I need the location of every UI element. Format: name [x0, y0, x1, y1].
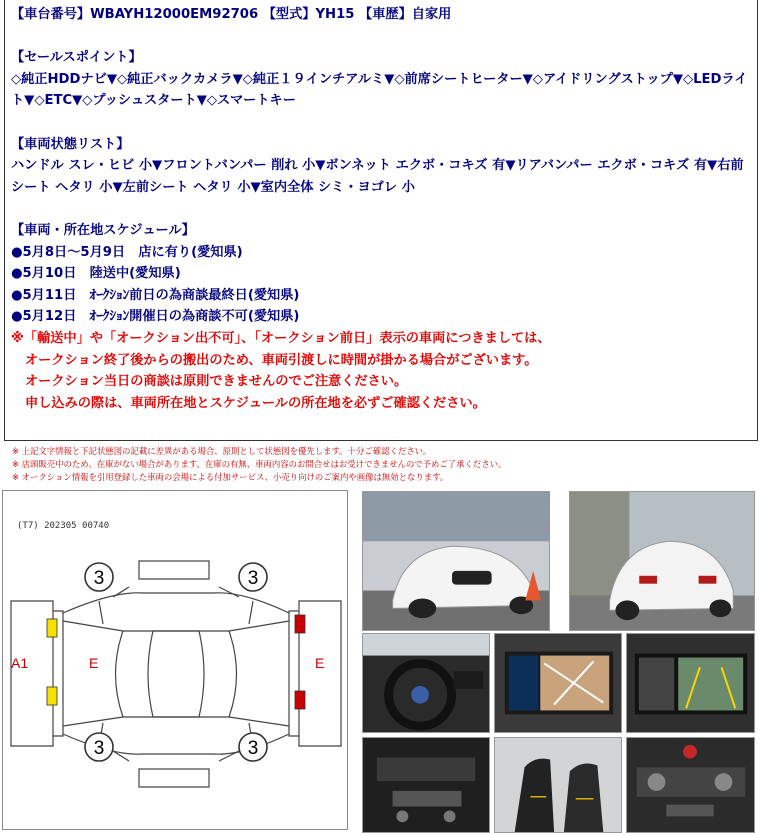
disclaimer-note: ※ オークション情報を引用登録した車両の会場による付加サービス、小売り向けのご案内や画像は無効となります。 [12, 472, 449, 483]
photo-back-camera[interactable] [626, 633, 755, 733]
damage-mark-rear: E [315, 655, 325, 671]
schedule-item: ●5月8日～5月9日 店に有り(愛知県) [11, 244, 243, 260]
sales-points-text: ◇純正HDDナビ▼◇純正バックカメラ▼◇純正１９インチアルミ▼◇前席シートヒーター▼◇アイドリングストップ▼◇LEDライト▼◇ETC▼◇プッシュスタート▼◇スマートキー [11, 71, 748, 109]
vehicle-header: 【車台番号】WBAYH12000EM92706 【型式】YH15 【車歴】自家用 [11, 7, 452, 22]
disclaimer-note: ※ 店頭販売中のため、在庫がない場合があります。在庫の有無、車両内容のお問合せはお受けできませんので予めご了承ください。 [12, 459, 507, 470]
photo-center-console[interactable] [362, 737, 490, 833]
vehicle-info-panel [4, 0, 758, 441]
photo-climate-controls[interactable] [626, 737, 755, 833]
photo-steering[interactable] [362, 633, 490, 733]
condition-text: ハンドル スレ・ヒビ 小▼フロントバンパー 削れ 小▼ボンネット エクボ・コキズ 有▼リアバンパー エクボ・コキズ 有▼右前シート ヘタリ 小▼左前シート ヘタリ 小▼室内全体 シミ・ヨゴレ 小 [11, 158, 744, 195]
schedule-item: ●5月11日 ｵｰｸｼｮﾝ前日の為商談最終日(愛知県) [11, 287, 300, 303]
photo-front-seats[interactable] [494, 737, 622, 833]
front-right-light [47, 687, 57, 705]
photo-navigation[interactable] [494, 633, 622, 733]
photo-front-exterior[interactable] [362, 491, 550, 631]
schedule-item: ●5月10日 陸送中(愛知県) [11, 266, 181, 282]
warning-line: オークション終了後からの搬出のため、車両引渡しに時間が掛かる場合がございます。 [25, 352, 538, 368]
disclaimer-note: ※ 上記文字情報と下記状態図の記載に差異がある場合、原則として状態図を優先します。十分ご確認ください。 [12, 446, 432, 456]
car-outline-diagram [3, 491, 349, 831]
tire-grade: 3 [93, 568, 105, 589]
schedule-heading: 【車両・所在地スケジュール】 [11, 222, 195, 238]
schedule-item: ●5月12日 ｵｰｸｼｮﾝ開催日の為商談不可(愛知県) [11, 309, 300, 325]
condition-diagram [2, 490, 348, 830]
rear-left-light [295, 615, 305, 633]
tire-grade: 3 [247, 568, 259, 589]
tire-grade: 3 [247, 738, 259, 759]
front-left-light [47, 619, 57, 637]
disclaimer-notes [12, 445, 752, 485]
damage-mark-front: E [89, 655, 99, 671]
warning-line: オークション当日の商談は原則できませんのでご注意ください。 [25, 374, 408, 390]
condition-heading: 【車両状態リスト】 [11, 136, 130, 152]
damage-mark-left: A1 [11, 655, 29, 671]
warning-line: 申し込みの際は、車両所在地とスケジュールの所在地を必ずご確認ください。 [25, 395, 486, 411]
tire-grade: 3 [93, 738, 105, 759]
rear-right-light [295, 691, 305, 709]
sales-points-heading: 【セールスポイント】 [11, 50, 142, 66]
warning-line: ※「輸送中」や「オークション出不可」、「オークション前日」表示の車両につきましては、 [11, 330, 551, 346]
photo-rear-exterior[interactable] [569, 491, 755, 631]
diagram-id-code: (T7) 202305 00740 [17, 521, 110, 531]
